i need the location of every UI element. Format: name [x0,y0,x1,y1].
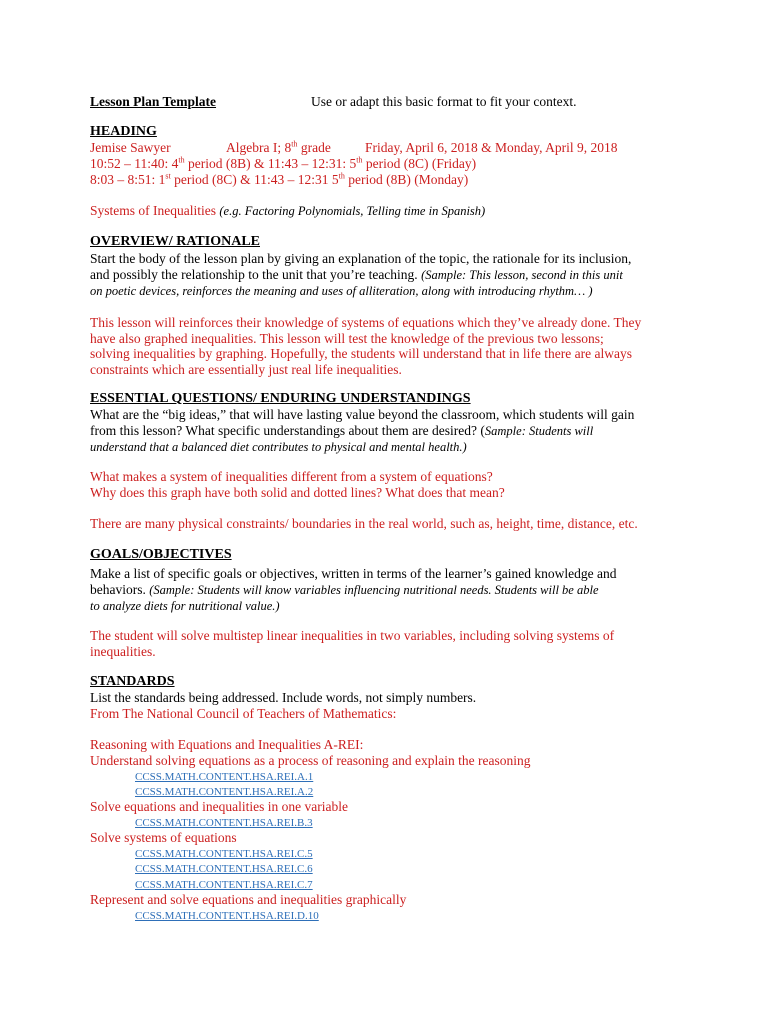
standard-link-c5[interactable]: CCSS.MATH.CONTENT.HSA.REI.C.5 [135,848,313,860]
standards-domain: Reasoning with Equations and Inequalities A-REI: [90,737,364,752]
overview-instruction-1: Start the body of the lesson plan by giving an explanation of the topic, the rationale for its inclusion, [90,251,632,266]
standard-link-c6[interactable]: CCSS.MATH.CONTENT.HSA.REI.C.6 [135,863,313,875]
standards-instruction: List the standards being addressed. Include words, not simply numbers. [90,690,477,705]
lesson-dates: Friday, April 6, 2018 & Monday, April 9, 2018 [365,140,618,155]
standard-link-b3[interactable]: CCSS.MATH.CONTENT.HSA.REI.B.3 [135,817,313,829]
monday-periods: 8:03 – 8:51: 1st period (8C) & 11:43 – 12:31 5th period (8B) (Monday) [90,171,469,187]
heading-info-line [90,139,618,156]
essential-instruction-3: understand that a balanced diet contributes to physical and mental health.) [90,440,467,454]
goals-instruction-3: to analyze diets for nutritional value.) [90,599,280,613]
teacher-name: Jemise Sawyer [90,140,171,155]
essential-response: There are many physical constraints/ boundaries in the real world, such as, height, time, distance, etc. [90,516,638,531]
overview-section-header: OVERVIEW/ RATIONALE [90,234,260,249]
essential-question-1: What makes a system of inequalities different from a system of equations? [90,469,493,484]
friday-periods: 10:52 – 11:40: 4th period (8B) & 11:43 – 12:31: 5th period (8C) (Friday) [90,155,477,171]
topic-text: Systems of Inequalities [90,203,220,218]
template-subtitle: Use or adapt this basic format to fit your context. [311,94,577,109]
essential-instruction-2: from this lesson? What specific understandings about them are desired? (Sample: Students will [90,423,594,438]
topic-example: (e.g. Factoring Polynomials, Telling time in Spanish) [219,204,486,218]
overview-response-2: have also graphed inequalities. This lesson will test the knowledge of the previous two lessons; [90,331,604,346]
standard-link-a2[interactable]: CCSS.MATH.CONTENT.HSA.REI.A.2 [135,786,314,798]
overview-instruction-2: and possibly the relationship to the unit that you’re teaching. (Sample: This lesson, second in this unit [90,267,623,282]
standards-section-header: STANDARDS [90,674,175,689]
template-title-line [90,94,576,110]
course-info: Algebra I; 8th grade [226,139,331,155]
heading-section-header: HEADING [90,124,157,139]
standards-cluster-4: Represent and solve equations and inequalities graphically [90,892,407,907]
standard-link-c7[interactable]: CCSS.MATH.CONTENT.HSA.REI.C.7 [135,879,313,891]
goals-response-1: The student will solve multistep linear inequalities in two variables, including solving systems of [90,628,615,643]
standards-cluster-3: Solve systems of equations [90,830,237,845]
goals-instruction-2: behaviors. (Sample: Students will know variables influencing nutritional needs. Students will be able [90,582,599,597]
overview-response-1: This lesson will reinforces their knowledge of systems of equations which they’ve already done. They [90,315,642,330]
essential-instruction-1: What are the “big ideas,” that will have lasting value beyond the classroom, which students will gain [90,407,635,422]
overview-response-4: constraints which are essentially just real life inequalities. [90,362,402,377]
standard-link-a1[interactable]: CCSS.MATH.CONTENT.HSA.REI.A.1 [135,771,314,783]
standards-cluster-2: Solve equations and inequalities in one variable [90,799,348,814]
goals-section-header: GOALS/OBJECTIVES [90,547,232,562]
standards-cluster-1: Understand solving equations as a process of reasoning and explain the reasoning [90,753,531,768]
essential-section-header: ESSENTIAL QUESTIONS/ ENDURING UNDERSTANDINGS [90,391,471,406]
standards-source: From The National Council of Teachers of Mathematics: [90,706,397,721]
topic-line [90,203,485,220]
overview-response-3: solving inequalities by graphing. Hopefully, the students will understand that in life there are always [90,346,632,361]
template-title: Lesson Plan Template [90,94,217,109]
standard-link-d10[interactable]: CCSS.MATH.CONTENT.HSA.REI.D.10 [135,910,319,922]
goals-instruction-1: Make a list of specific goals or objectives, written in terms of the learner’s gained knowledge and [90,566,617,581]
goals-response-2: inequalities. [90,644,156,659]
overview-instruction-3: on poetic devices, reinforces the meaning and uses of alliteration, along with introducing rhythm… ) [90,284,593,298]
essential-question-2: Why does this graph have both solid and dotted lines? What does that mean? [90,485,505,500]
